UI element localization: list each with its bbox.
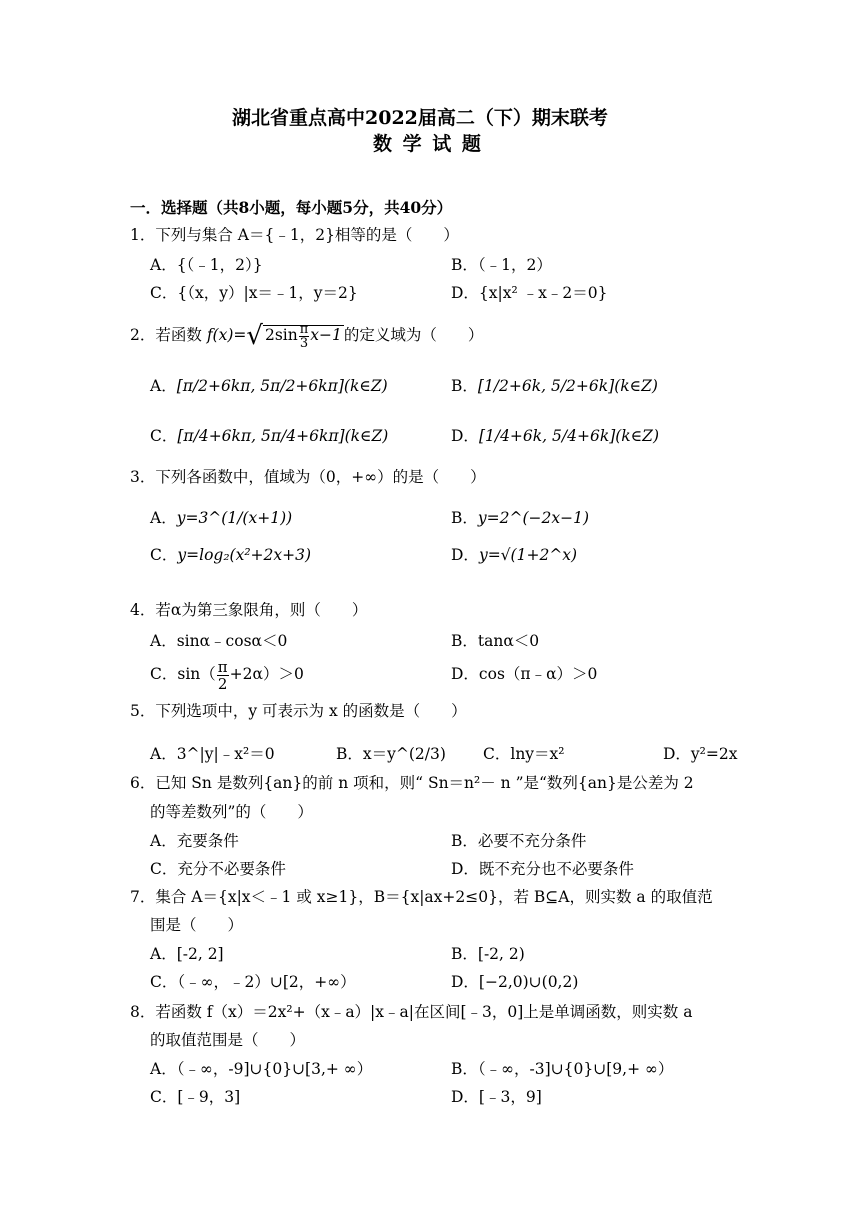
question-6-stem-line2: 的等差数列”的（ ） bbox=[150, 803, 313, 821]
question-2-option-b: B．[1/2+6k, 5/2+6k](k∈Z) bbox=[451, 377, 658, 395]
question-5-option-d: D．y²=2x bbox=[663, 745, 738, 763]
question-8-option-c: C．[﹣9，3] bbox=[150, 1088, 241, 1106]
question-6-stem-line1: 6．已知 Sn 是数列{an}的前 n 项和，则“ Sn＝n²－ n ”是“数列{an}是公差为 2 bbox=[130, 774, 694, 792]
question-4-option-c: C．sin（ $\frac{\pi}{2}$ +2α）＞0 bbox=[150, 657, 304, 693]
question-7-option-b: B．[-2, 2) bbox=[451, 945, 525, 963]
section-heading: 一．选择题（共8小题，每小题5分，共40分） bbox=[130, 198, 453, 217]
question-8-option-d: D．[﹣3，9] bbox=[451, 1088, 542, 1106]
question-2-suffix: 的定义域为（ ） bbox=[343, 326, 484, 344]
question-2-option-c: C．[π/4+6kπ, 5π/4+6kπ](k∈Z) bbox=[150, 427, 389, 445]
question-8-option-b: B．（﹣∞，-3]∪{0}∪[9,+ ∞） bbox=[451, 1060, 674, 1078]
question-7-option-c: C．（﹣∞，﹣2）∪[2，+∞） bbox=[150, 973, 356, 991]
exam-title: 湖北省重点高中2022届高二（下）期末联考 bbox=[232, 107, 608, 129]
question-3-option-d: D．y=√(1+2^x) bbox=[451, 546, 578, 564]
question-2-option-a: A．[π/2+6kπ, 5π/2+6kπ](k∈Z) bbox=[150, 377, 388, 395]
question-5-option-b: B．x＝y^(2/3) bbox=[336, 745, 446, 763]
question-6-option-a: A．充要条件 bbox=[150, 832, 239, 850]
question-4-stem: 4．若α为第三象限角，则（ ） bbox=[130, 601, 368, 619]
question-2-fx: f(x)= bbox=[206, 326, 247, 344]
question-7-stem-line1: 7．集合 A＝{x|x＜﹣1 或 x≥1}，B＝{x|ax+2≤0}，若 B⊆A，则实数 a 的取值范 bbox=[130, 888, 713, 906]
question-1-option-c: C．{（x，y）|x＝﹣1，y＝2} bbox=[150, 284, 358, 302]
question-7-stem-line2: 围是（ ） bbox=[150, 916, 244, 934]
question-7-option-d: D．[−2,0)∪(0,2) bbox=[451, 973, 579, 991]
question-4-option-a: A．sinα﹣cosα＜0 bbox=[150, 632, 288, 650]
question-8-stem-line1: 8．若函数 f（x）＝2x²+（x﹣a）|x﹣a|在区间[﹣3，0]上是单调函数，则实数 a bbox=[130, 1003, 693, 1021]
question-6-option-b: B．必要不充分条件 bbox=[451, 832, 587, 850]
question-5-option-c: C．lny＝x² bbox=[483, 745, 565, 763]
question-3-option-c: C．y=log₂(x²+2x+3) bbox=[150, 546, 312, 564]
exam-subtitle: 数 学 试 题 bbox=[373, 133, 483, 155]
question-2-radicand: 2sin $\frac{\pi}{3}$ x−1 bbox=[264, 321, 342, 351]
question-3-option-a: A．y=3^(1/(x+1)) bbox=[150, 509, 293, 527]
question-6-option-d: D．既不充分也不必要条件 bbox=[451, 860, 634, 878]
question-2-prefix: 2．若函数 bbox=[130, 326, 202, 344]
question-1-stem: 1．下列与集合 A＝{﹣1，2}相等的是（ ） bbox=[130, 226, 459, 244]
question-2-stem: 2．若函数 f(x)=√ 2sin $\frac{\pi}{3}$ x−1 的定义域为（ ） bbox=[130, 321, 484, 351]
question-1-option-b: B．（﹣1，2） bbox=[451, 256, 552, 274]
question-4-option-d: D．cos（π﹣α）＞0 bbox=[451, 665, 598, 683]
question-6-option-c: C．充分不必要条件 bbox=[150, 860, 286, 878]
question-1-option-a: A．{（﹣1，2）} bbox=[150, 256, 263, 274]
question-1-option-d: D．{x|x² ﹣x﹣2＝0} bbox=[451, 284, 608, 302]
question-3-stem: 3．下列各函数中，值域为（0，+∞）的是（ ） bbox=[130, 468, 486, 486]
question-8-option-a: A．（﹣∞，-9]∪{0}∪[3,+ ∞） bbox=[150, 1060, 373, 1078]
question-8-stem-line2: 的取值范围是（ ） bbox=[150, 1031, 306, 1049]
question-3-option-b: B．y=2^(−2x−1) bbox=[451, 509, 590, 527]
question-4-option-b: B．tanα＜0 bbox=[451, 632, 540, 650]
question-2-option-d: D．[1/4+6k, 5/4+6k](k∈Z) bbox=[451, 427, 659, 445]
question-7-option-a: A．[-2, 2] bbox=[150, 945, 224, 963]
question-5-stem: 5．下列选项中，y 可表示为 x 的函数是（ ） bbox=[130, 702, 467, 720]
question-5-option-a: A．3^|y|﹣x²＝0 bbox=[150, 745, 275, 763]
